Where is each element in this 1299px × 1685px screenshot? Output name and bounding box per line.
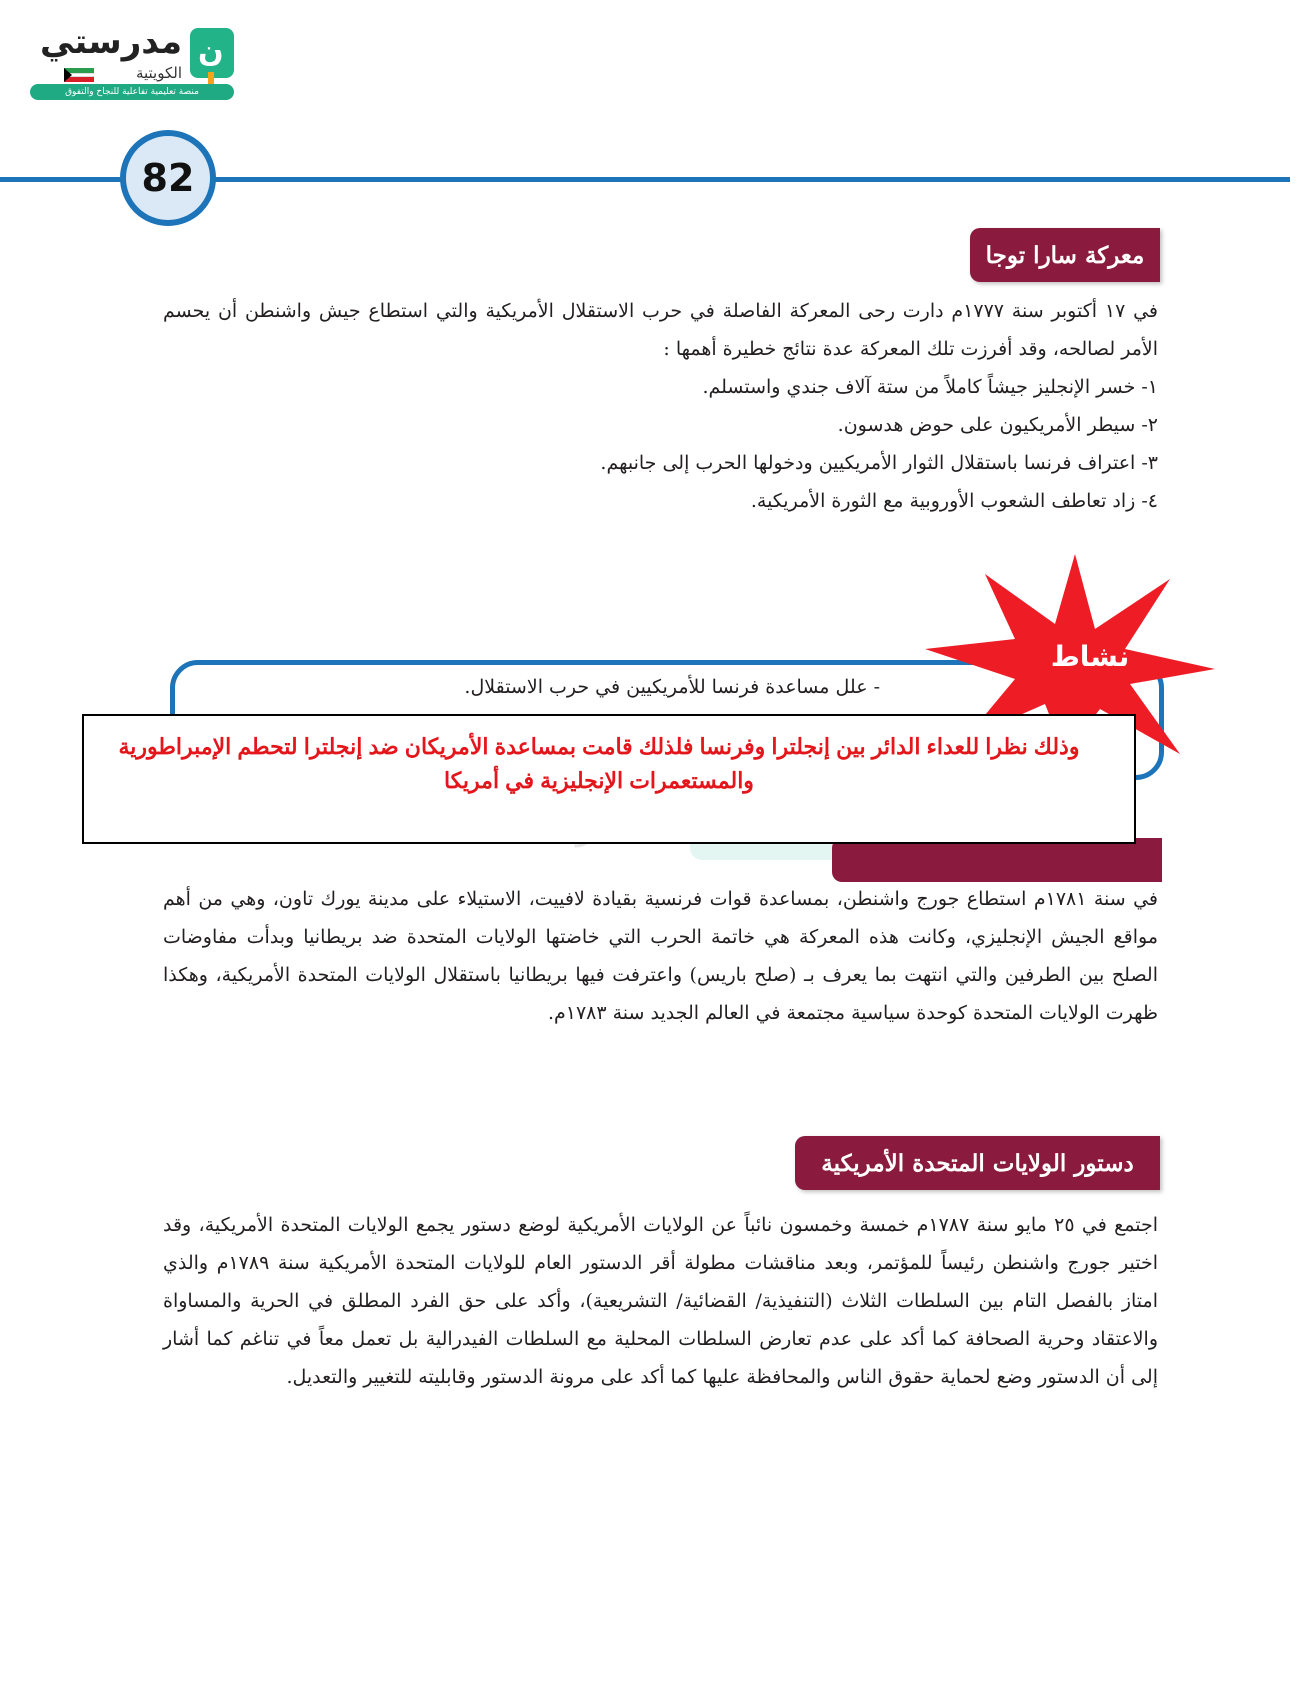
site-logo[interactable] — [30, 22, 230, 104]
list-item: ١- خسر الإنجليز جيشاً كاملاً من ستة آلاف جندي واستسلم. — [702, 376, 1158, 398]
paris-paragraph: في سنة ١٧٨١م استطاع جورج واشنطن، بمساعدة قوات فرنسية بقيادة لافييت، الاستيلاء على مدينة يورك تاون، وهي من أهم مواقع الجيش الإنجليزي، وكانت هذه المعركة هي خاتمة الحرب التي خاضتها الولايات المتحدة ضد بريطانيا وبدأت مفاوضات الصلح بين الطرفين والتي انتهت بما يعرف بـ (صلح باريس) واعترفت فيها بريطانيا باستقلال الولايات المتحدة الأمريكية، وهكذا ظهرت الولايات المتحدة كوحدة سياسية مجتمعة في العالم الجديد سنة ١٧٨٣م. — [163, 888, 1158, 1024]
list-item: ٤- زاد تعاطف الشعوب الأوروبية مع الثورة الأمريكية. — [750, 490, 1158, 512]
activity-question: - علل مساعدة فرنسا للأمريكيين في حرب الاستقلال. — [464, 676, 880, 698]
logo-name: مدرستي — [40, 22, 182, 62]
kuwait-flag-icon — [64, 68, 94, 82]
constitution-paragraph: اجتمع في ٢٥ مايو سنة ١٧٨٧م خمسة وخمسون نائباً عن الولايات الأمريكية لوضع دستور يجمع الولايات المتحدة الأمريكية، وقد اختير جورج واشنطن رئيساً للمؤتمر، وبعد مناقشات مطولة أقر الدستور العام للولايات المتحدة الأمريكية سنة ١٧٨٩م والذي امتاز بالفصل التام بين السلطات الثلاث (التنفيذية/ القضائية/ التشريعية)، وأكد على حق الفرد المطلق في الحرية والمساواة والاعتقاد وحرية الصحافة كما أكد على عدم تعارض السلطات المحلية مع السلطات الفيدرالية بل تعمل معاً في تناغم كما أشار إلى أن الدستور وضع لحماية حقوق الناس والمحافظة عليها كما أكد على مرونة الدستور وقابليته للتغيير والتعديل. — [163, 1214, 1159, 1388]
list-item: ٢- سيطر الأمريكيون على حوض هدسون. — [837, 414, 1158, 436]
page-number: 82 — [120, 130, 216, 226]
logo-glyph: ن — [198, 34, 224, 69]
activity-answer: وذلك نظرا للعداء الدائر بين إنجلترا وفرنسا فلذلك قامت بمساعدة الأمريكان ضد إنجلترا لتحطم الإمبراطورية والمستعمرات الإنجليزية في أمريكا — [82, 714, 1136, 844]
activity-label: نشاط — [1050, 640, 1130, 673]
saratoga-intro: في ١٧ أكتوبر سنة ١٧٧٧م دارت رحى المعركة الفاصلة في حرب الاستقلال الأمريكية والتي استطاع جيش واشنطن أن يحسم الأمر لصالحه، وقد أفرزت تلك المعركة عدة نتائج خطيرة أهمها : — [163, 300, 1158, 360]
logo-subtitle: الكويتية — [135, 64, 182, 82]
saratoga-results-list — [300, 368, 1158, 520]
section-title-constitution: دستور الولايات المتحدة الأمريكية — [795, 1136, 1160, 1190]
logo-tagline: منصة تعليمية تفاعلية للنجاح والتفوق — [30, 84, 234, 100]
logo-mark — [190, 28, 234, 78]
section-title-saratoga: معركة سارا توجا — [970, 228, 1160, 282]
section-header-paris — [832, 838, 1162, 882]
list-item: ٣- اعتراف فرنسا باستقلال الثوار الأمريكيين ودخولها الحرب إلى جانبهم. — [600, 452, 1158, 474]
